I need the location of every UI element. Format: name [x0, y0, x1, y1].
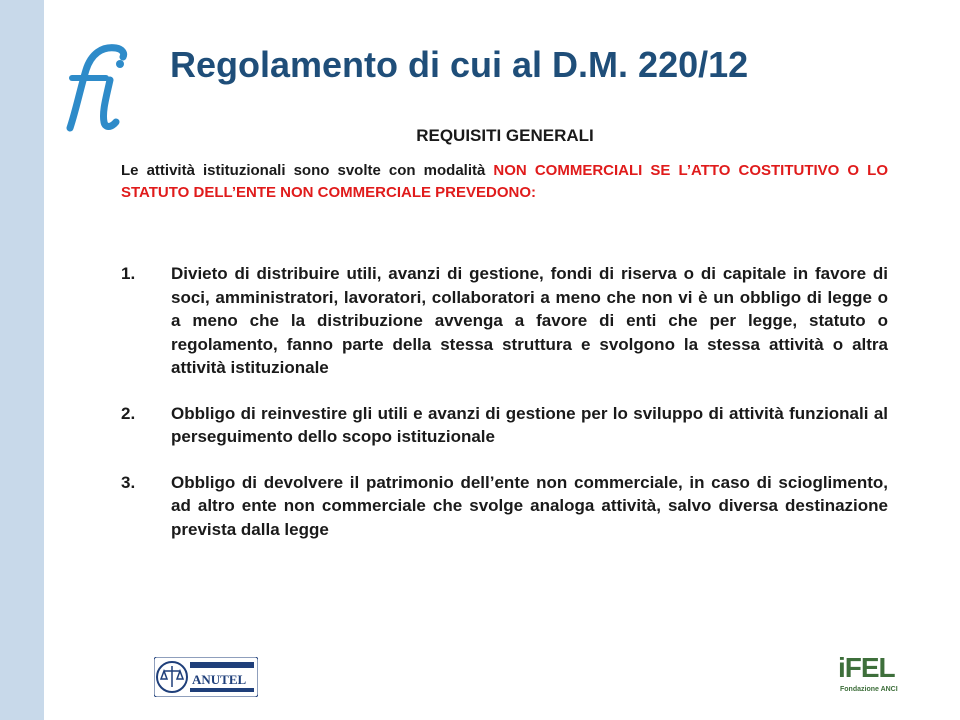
intro-paragraph [121, 160, 888, 204]
intro-highlight: NON COMMERCIALI SE L’ATTO COSTITUTIVO O LO STATUTO DELL’ENTE NON COMMERCIALE PREVEDONO: [121, 162, 888, 201]
ifel-logo-text: iFEL [838, 652, 895, 683]
side-bar-decoration [0, 0, 44, 720]
section-subtitle: REQUISITI GENERALI [416, 126, 594, 145]
list-item [121, 402, 888, 449]
ifel-logo-subtext: Fondazione ANCI [840, 686, 898, 693]
list-item-text: Obbligo di reinvestire gli utili e avanzi di gestione per lo sviluppo di attività funzionali al perseguimento dello scopo istituzionale [171, 403, 888, 446]
fi-logo-icon [58, 40, 138, 135]
requirements-list [121, 262, 888, 563]
slide-title: Regolamento di cui al D.M. 220/12 [170, 44, 749, 85]
list-item-number: 1. [121, 264, 136, 283]
list-item-number: 3. [121, 472, 136, 492]
list-item-text: Divieto di distribuire utili, avanzi di gestione, fondi di riserva o di capitale in favore di soci, amministratori, lavoratori, collaboratori a meno che non vi è un obbligo di legge o a meno che la distribuzione avvenga a favore di enti che per legge, statuto o regolamento, fanno parte della stessa struttura e svolgono la stessa attività o altra attività istituzionale [171, 264, 888, 377]
list-item [121, 471, 888, 542]
ifel-logo [838, 652, 900, 700]
intro-text: Le attività istituzionali sono svolte con modalità [121, 162, 494, 179]
anutel-logo [154, 657, 258, 697]
list-item-number: 2. [121, 403, 136, 423]
list-item-text: Obbligo di devolvere il patrimonio dell’ente non commerciale, in caso di scioglimento, ad altro ente non commerciale che svolge analoga attività, salvo diversa destinazione prevista dalla legge [171, 472, 888, 539]
list-item [121, 262, 888, 380]
anutel-logo-text: ANUTEL [192, 672, 247, 687]
